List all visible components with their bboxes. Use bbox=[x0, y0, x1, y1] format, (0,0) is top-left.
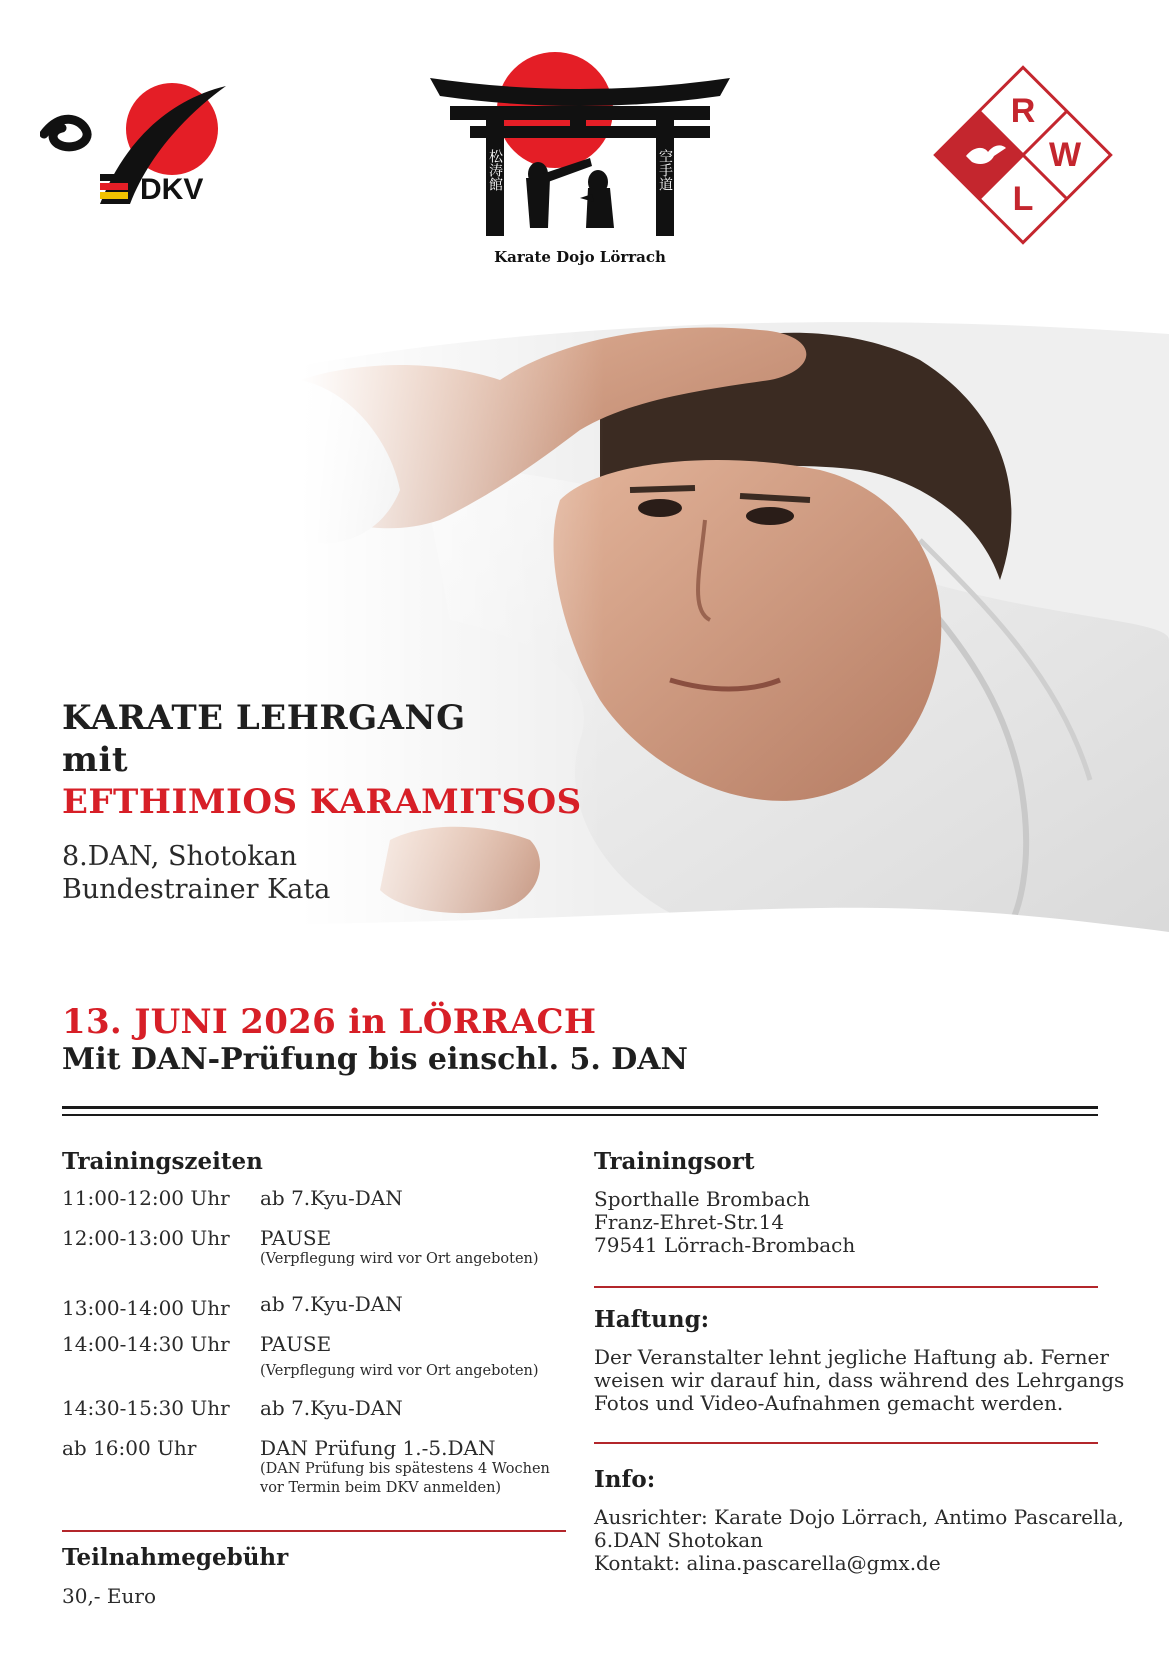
fee-heading: Teilnahmegebühr bbox=[62, 1544, 289, 1571]
schedule-time: 14:00-14:30 Uhr bbox=[62, 1332, 230, 1356]
schedule-activity: ab 7.Kyu-DAN bbox=[260, 1396, 403, 1420]
schedule-note: (Verpflegung wird vor Ort angeboten) bbox=[260, 1363, 539, 1379]
instructor-photo bbox=[300, 320, 1169, 980]
dojo-kanji-right: 空手道 bbox=[657, 149, 673, 191]
double-rule-bottom bbox=[62, 1114, 1098, 1116]
fee-divider bbox=[62, 1530, 566, 1532]
schedule-time: 13:00-14:00 Uhr bbox=[62, 1296, 230, 1320]
liability-divider bbox=[594, 1286, 1098, 1288]
rwl-logo bbox=[928, 60, 1118, 250]
info-divider bbox=[594, 1442, 1098, 1444]
rwl-letter-r: R bbox=[1010, 92, 1036, 130]
info-text: Ausrichter: Karate Dojo Lörrach, Antimo Pascarella, bbox=[594, 1505, 1125, 1529]
dojo-name: Karate Dojo Lörrach bbox=[494, 248, 666, 266]
schedule-activity: ab 7.Kyu-DAN bbox=[260, 1292, 403, 1316]
event-date: 13. JUNI 2026 in LÖRRACH bbox=[62, 1002, 597, 1042]
dkv-logo bbox=[40, 82, 230, 207]
schedule-time: 11:00-12:00 Uhr bbox=[62, 1186, 230, 1210]
schedule-time: 14:30-15:30 Uhr bbox=[62, 1396, 230, 1420]
headline-line2: mit bbox=[62, 740, 129, 780]
schedule-activity: PAUSE bbox=[260, 1332, 332, 1356]
schedule-note: (DAN Prüfung bis spätestens 4 Wochen bbox=[260, 1461, 550, 1477]
schedule-activity: DAN Prüfung 1.-5.DAN bbox=[260, 1436, 496, 1460]
karate-dojo-logo bbox=[430, 48, 730, 280]
rwl-letter-l: L bbox=[1012, 180, 1034, 218]
instructor-name: EFTHIMIOS KARAMITSOS bbox=[62, 782, 582, 822]
double-rule-top bbox=[62, 1106, 1098, 1109]
location-heading: Trainingsort bbox=[594, 1148, 755, 1175]
dkv-text: DKV bbox=[140, 173, 204, 206]
dojo-kanji-left: 松涛館 bbox=[487, 149, 503, 191]
instructor-rank: 8.DAN, Shotokan bbox=[62, 841, 298, 872]
info-heading: Info: bbox=[594, 1466, 656, 1493]
location-line: 79541 Lörrach-Brombach bbox=[594, 1233, 856, 1257]
fee-value: 30,- Euro bbox=[62, 1584, 157, 1608]
schedule-time: ab 16:00 Uhr bbox=[62, 1436, 197, 1460]
contact-email: Kontakt: alina.pascarella@gmx.de bbox=[594, 1551, 941, 1575]
schedule-activity: ab 7.Kyu-DAN bbox=[260, 1186, 403, 1210]
schedule-activity: PAUSE bbox=[260, 1226, 332, 1250]
schedule-note: (Verpflegung wird vor Ort angeboten) bbox=[260, 1251, 539, 1267]
location-line: Franz-Ehret-Str.14 bbox=[594, 1210, 785, 1234]
info-text: 6.DAN Shotokan bbox=[594, 1528, 764, 1552]
instructor-role: Bundestrainer Kata bbox=[62, 874, 331, 905]
schedule-heading: Trainingszeiten bbox=[62, 1148, 263, 1175]
schedule-note: vor Termin beim DKV anmelden) bbox=[260, 1480, 502, 1496]
liability-text: Der Veranstalter lehnt jegliche Haftung ab. Ferner bbox=[594, 1345, 1109, 1369]
liability-heading: Haftung: bbox=[594, 1306, 710, 1333]
location-line: Sporthalle Brombach bbox=[594, 1187, 811, 1211]
headline-line1: KARATE LEHRGANG bbox=[62, 698, 466, 738]
liability-text: Fotos und Video-Aufnahmen gemacht werden. bbox=[594, 1391, 1064, 1415]
schedule-time: 12:00-13:00 Uhr bbox=[62, 1226, 230, 1250]
event-exam: Mit DAN-Prüfung bis einschl. 5. DAN bbox=[62, 1042, 688, 1077]
rwl-letter-w: W bbox=[1048, 136, 1082, 174]
liability-text: weisen wir darauf hin, dass während des Lehrgangs bbox=[594, 1368, 1125, 1392]
